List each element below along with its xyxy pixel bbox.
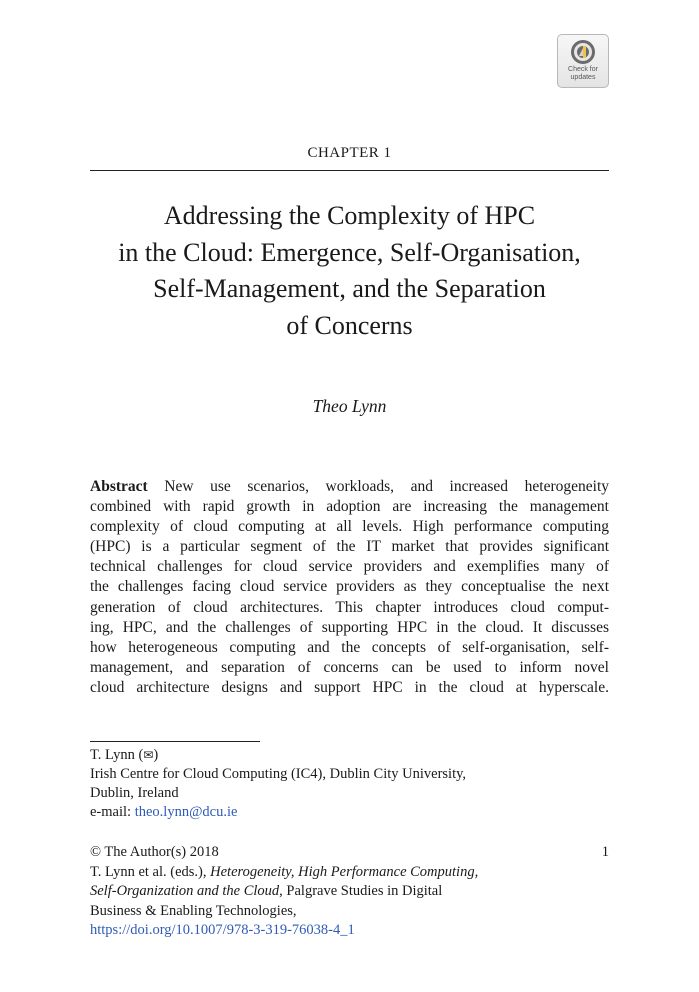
abstract-line: combined with rapid growth in adoption are increasing the management: [90, 498, 609, 516]
abstract-line: [90, 477, 609, 497]
copyright-line: © The Author(s) 2018: [90, 844, 219, 860]
affiliation-name-close: ): [153, 747, 159, 763]
author-affiliation: [90, 746, 609, 822]
affiliation-name-line: [90, 746, 609, 765]
badge-line-1: Check for: [568, 66, 598, 73]
chapter-label: CHAPTER 1: [307, 145, 392, 161]
abstract-line: technical challenges for cloud service providers and exemplifies many of: [90, 558, 609, 576]
book-title-cont: Self-Organization and the Cloud: [90, 883, 280, 899]
affiliation-institution: Irish Centre for Cloud Computing (IC4), Dublin City University,: [90, 766, 467, 782]
affiliation-location: Dublin, Ireland: [90, 785, 179, 801]
affiliation-name: T. Lynn (: [90, 747, 144, 763]
chapter-title: [80, 198, 619, 344]
citation-editors-line: [90, 863, 609, 883]
chapter-divider: [90, 170, 609, 171]
email-label: e-mail:: [90, 804, 135, 820]
abstract: [90, 477, 609, 698]
citation-block: [90, 843, 609, 941]
abstract-line: ing, HPC, and the challenges of supporting HPC in the cloud. It discusses: [90, 618, 609, 636]
badge-line-2: updates: [570, 74, 596, 81]
title-line: Self-Management, and the Separation: [153, 274, 546, 303]
abstract-line: (HPC) is a particular segment of the IT market that provides significant: [90, 538, 609, 556]
citation-series-line-2: Business & Enabling Technologies,: [90, 902, 297, 919]
abstract-line: cloud architecture designs and support HPC in the cloud at hyperscale.: [90, 678, 609, 696]
doi-link[interactable]: https://doi.org/10.1007/978-3-319-76038-4_1: [90, 922, 355, 938]
abstract-line: generation of cloud architectures. This chapter introduces cloud comput-: [90, 598, 609, 616]
title-line: in the Cloud: Emergence, Self-Organisation,: [118, 237, 581, 267]
title-line: of Concerns: [286, 310, 413, 340]
check-for-updates-badge[interactable]: [557, 34, 609, 88]
check-for-updates-icon: [570, 39, 596, 65]
badge-text: [558, 66, 608, 82]
doi-line: [90, 921, 609, 941]
abstract-line: management, and separation of concerns can be used to inform novel: [90, 658, 609, 676]
citation-series-line: [90, 882, 609, 902]
affiliation-email-line: [90, 803, 609, 822]
book-title: Heterogeneity, High Performance Computing,: [210, 863, 479, 880]
email-link[interactable]: theo.lynn@dcu.ie: [134, 804, 238, 820]
abstract-line: the challenges facing cloud service providers as they conceptualise the next: [90, 578, 609, 596]
envelope-icon: ✉: [143, 748, 154, 762]
title-line: Addressing the Complexity of HPC: [163, 201, 536, 230]
abstract-line: how heterogeneous computing and the concepts of self-organisation, self-: [90, 638, 609, 656]
page-number: 1: [601, 844, 609, 860]
citation-series: , Palgrave Studies in Digital: [279, 883, 443, 899]
author-name: Theo Lynn: [312, 396, 387, 416]
abstract-label: Abstract: [90, 478, 148, 495]
abstract-line-text: New use scenarios, workloads, and increased heterogeneity: [164, 478, 610, 495]
abstract-line: complexity of cloud computing at all levels. High performance computing: [90, 518, 609, 536]
footnote-divider: [90, 741, 260, 742]
citation-editors: T. Lynn et al. (eds.),: [90, 863, 211, 880]
